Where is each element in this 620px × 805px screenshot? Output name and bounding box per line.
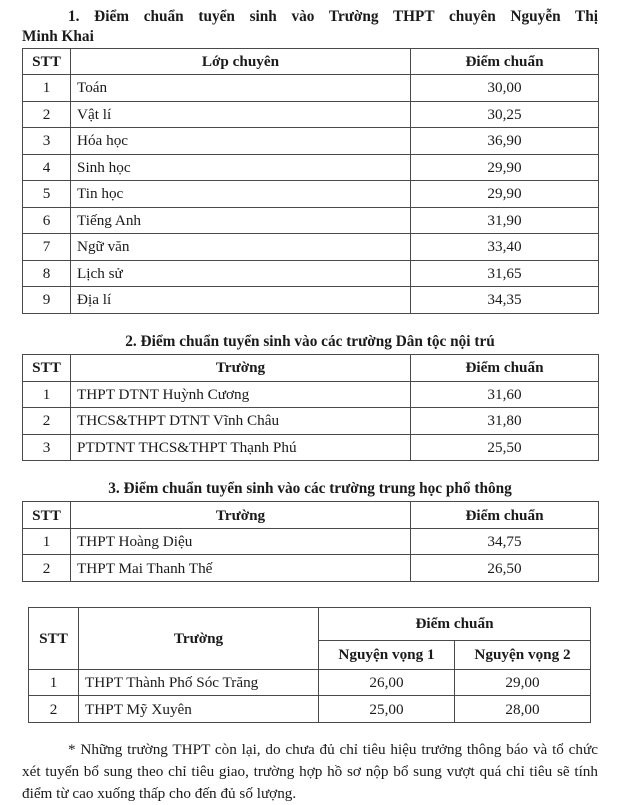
cell-stt: 1 bbox=[29, 669, 79, 696]
table-row bbox=[23, 75, 599, 102]
section-1-heading bbox=[0, 0, 620, 48]
table-row bbox=[23, 381, 599, 408]
cell-stt: 2 bbox=[23, 555, 71, 582]
table-row bbox=[23, 101, 599, 128]
column-header-stt: STT bbox=[29, 607, 79, 669]
cell-score: 25,50 bbox=[411, 434, 599, 461]
section-3-table bbox=[22, 501, 599, 582]
table-row bbox=[23, 181, 599, 208]
section-2-table bbox=[22, 354, 599, 461]
cell-score-nv1: 25,00 bbox=[319, 696, 455, 723]
cell-score: 34,75 bbox=[411, 528, 599, 555]
table-row bbox=[23, 128, 599, 155]
table-header-row bbox=[23, 355, 599, 382]
cell-stt: 1 bbox=[23, 381, 71, 408]
cell-score: 29,90 bbox=[411, 181, 599, 208]
cell-name: Tin học bbox=[71, 181, 411, 208]
table-row bbox=[29, 696, 591, 723]
cell-name: Tiếng Anh bbox=[71, 207, 411, 234]
cell-name: THPT Mai Thanh Thế bbox=[71, 555, 411, 582]
column-header-class: Lớp chuyên bbox=[71, 48, 411, 75]
cell-name: PTDTNT THCS&THPT Thạnh Phú bbox=[71, 434, 411, 461]
column-header-stt: STT bbox=[23, 502, 71, 529]
cell-score: 31,60 bbox=[411, 381, 599, 408]
cell-stt: 1 bbox=[23, 75, 71, 102]
cell-name: Hóa học bbox=[71, 128, 411, 155]
section-4-table bbox=[28, 607, 591, 723]
cell-name: Địa lí bbox=[71, 287, 411, 314]
table-row bbox=[23, 555, 599, 582]
cell-stt: 2 bbox=[23, 101, 71, 128]
column-header-score: Điểm chuẩn bbox=[411, 502, 599, 529]
spacer bbox=[0, 314, 620, 332]
cell-stt: 2 bbox=[23, 408, 71, 435]
table-row bbox=[23, 408, 599, 435]
table-header-row-top bbox=[29, 607, 591, 640]
table-row bbox=[23, 207, 599, 234]
cell-stt: 9 bbox=[23, 287, 71, 314]
cell-score: 33,40 bbox=[411, 234, 599, 261]
table-row bbox=[23, 154, 599, 181]
cell-stt: 4 bbox=[23, 154, 71, 181]
cell-name: THPT Mỹ Xuyên bbox=[79, 696, 319, 723]
column-header-school: Trường bbox=[71, 502, 411, 529]
column-header-nv1: Nguyện vọng 1 bbox=[319, 640, 455, 669]
cell-name: THPT DTNT Huỳnh Cương bbox=[71, 381, 411, 408]
table-row bbox=[23, 287, 599, 314]
cell-score: 30,25 bbox=[411, 101, 599, 128]
cell-score-nv2: 29,00 bbox=[455, 669, 591, 696]
cell-name: THPT Hoàng Diệu bbox=[71, 528, 411, 555]
spacer bbox=[0, 461, 620, 479]
cell-stt: 1 bbox=[23, 528, 71, 555]
section-1-heading-line-1: 1. Điểm chuẩn tuyển sinh vào Trường THPT chuyên Nguyễn Thị bbox=[68, 8, 598, 25]
column-header-score-group: Điểm chuẩn bbox=[319, 607, 591, 640]
cell-stt: 5 bbox=[23, 181, 71, 208]
spacer bbox=[0, 582, 620, 607]
column-header-school: Trường bbox=[71, 355, 411, 382]
cell-score-nv2: 28,00 bbox=[455, 696, 591, 723]
column-header-school: Trường bbox=[79, 607, 319, 669]
cell-stt: 6 bbox=[23, 207, 71, 234]
cell-score-nv1: 26,00 bbox=[319, 669, 455, 696]
column-header-score: Điểm chuẩn bbox=[411, 355, 599, 382]
footnote-text: * Những trường THPT còn lại, do chưa đủ chỉ tiêu hiệu trưởng thông báo và tổ chức xét tuyển bổ sung theo chỉ tiêu giao, trường hợp hồ sơ nộp bổ sung vượt quá chỉ tiêu sẽ tính điểm từ cao xuống thấp cho đến đủ số lượng. bbox=[22, 740, 598, 802]
cell-stt: 3 bbox=[23, 128, 71, 155]
cell-score: 34,35 bbox=[411, 287, 599, 314]
cell-score: 30,00 bbox=[411, 75, 599, 102]
table-row bbox=[23, 260, 599, 287]
column-header-stt: STT bbox=[23, 355, 71, 382]
section-3-heading: 3. Điểm chuẩn tuyển sinh vào các trường trung học phổ thông bbox=[108, 480, 512, 498]
column-header-stt: STT bbox=[23, 48, 71, 75]
section-1-table bbox=[22, 48, 599, 314]
column-header-nv2: Nguyện vọng 2 bbox=[455, 640, 591, 669]
table-header-row bbox=[23, 502, 599, 529]
cell-name: Sinh học bbox=[71, 154, 411, 181]
cell-stt: 7 bbox=[23, 234, 71, 261]
table-header-row bbox=[23, 48, 599, 75]
cell-name: THCS&THPT DTNT Vĩnh Châu bbox=[71, 408, 411, 435]
cell-score: 31,80 bbox=[411, 408, 599, 435]
cell-score: 29,90 bbox=[411, 154, 599, 181]
cell-name: Ngữ văn bbox=[71, 234, 411, 261]
cell-name: Lịch sử bbox=[71, 260, 411, 287]
cell-name: Toán bbox=[71, 75, 411, 102]
column-header-score: Điểm chuẩn bbox=[411, 48, 599, 75]
section-1-heading-line-2: Minh Khai bbox=[22, 28, 94, 46]
table-row bbox=[23, 528, 599, 555]
cell-name: THPT Thành Phố Sóc Trăng bbox=[79, 669, 319, 696]
cell-stt: 3 bbox=[23, 434, 71, 461]
table-row bbox=[29, 669, 591, 696]
table-row bbox=[23, 434, 599, 461]
cell-name: Vật lí bbox=[71, 101, 411, 128]
cell-stt: 8 bbox=[23, 260, 71, 287]
cell-score: 31,65 bbox=[411, 260, 599, 287]
section-2-heading: 2. Điểm chuẩn tuyển sinh vào các trường Dân tộc nội trú bbox=[125, 332, 495, 350]
cell-stt: 2 bbox=[29, 696, 79, 723]
cell-score: 26,50 bbox=[411, 555, 599, 582]
table-row bbox=[23, 234, 599, 261]
cell-score: 31,90 bbox=[411, 207, 599, 234]
cell-score: 36,90 bbox=[411, 128, 599, 155]
